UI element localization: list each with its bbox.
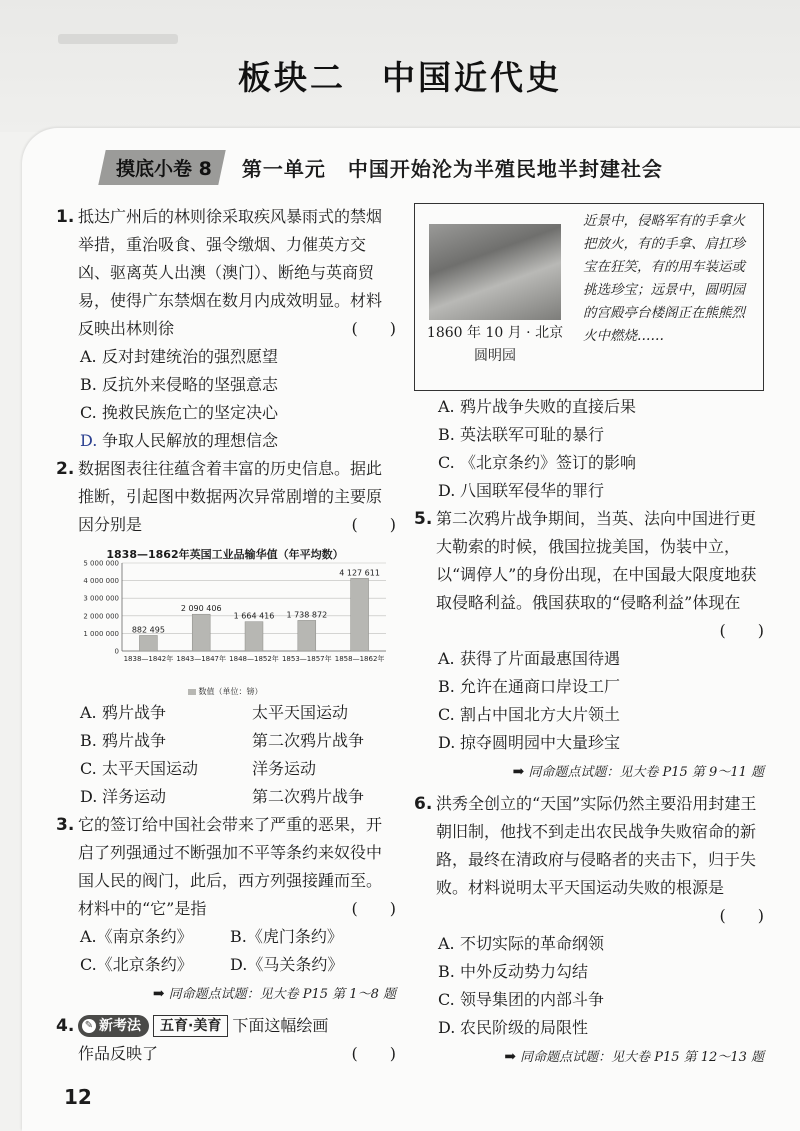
question-text: 抵达广州后的林则徐采取疾风暴雨式的禁烟举措，重治吸食、强令缴烟、力催英方交凶、驱离英人出澳（澳门）、断绝与英商贸易，使得广东禁烟在数月内成效明显。材料反映出林则徐 [78,207,383,338]
option-b[interactable]: B.《虎门条约》 [230,927,343,946]
option-row-ab [56,923,396,951]
option-c[interactable]: C. 领导集团的内部斗争 [438,990,605,1009]
option-c[interactable]: C. 太平天国运动 洋务运动 [80,759,317,778]
bar [245,622,263,651]
reference-note: ➡ 同命题点试题：见大卷 P15 第 9～11 题 [512,764,764,780]
unit-heading: 中国开始沦为半殖民地半封建社会 [347,157,663,181]
x-tick-label: 1858—1862年 [334,655,385,663]
option-a[interactable]: A.《南京条约》 [80,927,193,946]
y-tick-label: 4 000 000 [83,577,119,586]
question-number: 3. [56,815,75,835]
question-text: 数据图表往往蕴含着丰富的历史信息。据此推断，引起图中数据两次异常剧增的主要原因分别是 [78,459,383,534]
option-d[interactable]: D. 八国联军侵华的罪行 [438,481,605,500]
question-number: 6. [414,794,433,814]
painting-box [414,203,764,391]
right-column [414,203,764,1075]
bar-value-label: 4 127 611 [339,568,380,578]
option-c[interactable]: C. 《北京条约》签订的影响 [438,453,637,472]
left-column [56,203,396,1068]
bar [139,635,157,651]
option-d[interactable]: D. 争取人民解放的理想信念 [80,431,279,450]
answer-blank[interactable]: ( ) [351,1044,396,1063]
option-a[interactable]: A. 不切实际的革命纲领 [438,934,605,953]
x-tick-label: 1838—1842年 [123,655,174,663]
question-text: 它的签订给中国社会带来了严重的恶果，开启了列强通过不断强加不平等条约来奴役中国人民的阀门，此后，西方列强接踵而至。材料中的“它”是指 [78,815,383,918]
question-number: 4. [56,1016,75,1036]
question-3 [56,811,396,1006]
bar-value-label: 1 738 872 [286,610,328,620]
option-c[interactable]: C. 割占中国北方大片领土 [438,705,621,724]
section-title: 板块二 中国近代史 [238,58,562,97]
y-tick-label: 5 000 000 [83,559,119,568]
option-b[interactable]: B. 反抗外来侵略的坚强意志 [80,375,279,394]
y-tick-label: 0 [114,647,119,656]
answer-blank[interactable]: ( ) [351,319,396,338]
option-d[interactable]: D. 洋务运动 第二次鸦片战争 [80,787,365,806]
option-a[interactable]: A. 鸦片战争失败的直接后果 [438,397,637,416]
arrow-icon: ➡ [152,986,165,1002]
y-tick-label: 2 000 000 [83,612,119,621]
reference-note: ➡ 同命题点试题：见大卷 P15 第 1～8 题 [152,986,396,1002]
option-d[interactable]: D.《马关条约》 [230,955,344,974]
answer-blank[interactable]: ( ) [719,906,764,925]
painting-description: 近景中，侵略军有的手拿火把放火，有的手拿、肩扛珍宝在狂笑，有的用车装运或挑选珍宝；远景中，圆明园的宫殿亭台楼阁正在熊熊烈火中燃烧…… [583,213,745,344]
painting-image [429,224,561,320]
option-c[interactable]: C.《北京条约》 [80,955,193,974]
bar-value-label: 2 090 406 [180,604,222,614]
x-tick-label: 1848—1852年 [229,655,279,663]
y-tick-label: 3 000 000 [83,594,119,603]
question-6 [414,790,764,1069]
chart-title: 1838—1862年英国工业品输华值（年平均数） [106,548,344,561]
unit-name: 第一单元 [241,157,326,181]
option-a[interactable]: A. 鸦片战争 太平天国运动 [80,703,349,722]
question-number: 5. [414,509,433,529]
option-a[interactable]: A. 获得了片面最惠国待遇 [438,649,621,668]
option-b[interactable]: B. 英法联军可耻的暴行 [438,425,605,444]
page-number: 12 [64,1085,92,1109]
lightbulb-icon: ✎ [82,1019,96,1033]
answer-blank[interactable]: ( ) [351,899,396,918]
answer-blank[interactable]: ( ) [351,515,396,534]
legend-swatch [188,689,196,695]
x-tick-label: 1853—1857年 [281,655,332,663]
arrow-icon: ➡ [504,1049,517,1065]
quiz-badge: 摸底小卷 8 [98,150,225,185]
chart-legend: 数值（单位：镑） [60,678,390,706]
painting-caption: 1860 年 10 月 · 北京 圆明园 [426,325,564,364]
option-b[interactable]: B. 鸦片战争 第二次鸦片战争 [80,731,365,750]
unit-title [242,153,663,182]
option-row-cd [56,951,396,979]
bar-value-label: 882 495 [131,625,165,635]
chart-plot [60,555,390,677]
option-b[interactable]: B. 中外反动势力勾结 [438,962,589,981]
five-education-tag: 五育·美育 [153,1015,228,1037]
option-d[interactable]: D. 农民阶级的局限性 [438,1018,589,1037]
bleed-through-text [58,34,178,44]
option-a[interactable]: A. 反对封建统治的强烈愿望 [80,347,279,366]
bar-value-label: 1 664 416 [233,611,275,621]
bar [192,614,210,651]
question-text: 下面这幅绘画 [232,1016,329,1035]
question-2 [56,455,396,811]
question-text: 洪秀全创立的“天国”实际仍然主要沿用封建王朝旧制，他找不到走出农民战争失败宿命的新路，最终在清政府与侵略者的夹击下，归于失败。材料说明太平天国运动失败的根源是 [436,794,757,897]
question-number: 2. [56,459,75,479]
option-c[interactable]: C. 挽救民族危亡的坚定决心 [80,403,279,422]
question-text-cont: 作品反映了 [78,1044,159,1063]
unit-header [102,150,663,185]
option-d[interactable]: D. 掠夺圆明园中大量珍宝 [438,733,621,752]
question-number: 1. [56,207,75,227]
bar-chart [60,541,390,696]
question-5 [414,505,764,784]
question-4 [56,1012,396,1068]
y-tick-label: 1 000 000 [83,629,119,638]
question-1 [56,203,396,455]
bar [298,620,316,651]
bar [351,578,369,651]
reference-note: ➡ 同命题点试题：见大卷 P15 第 12～13 题 [504,1049,764,1065]
x-tick-label: 1843—1847年 [176,655,227,663]
new-method-tag: ✎ 新考法 [78,1015,149,1037]
answer-blank[interactable]: ( ) [719,621,764,640]
question-text: 第二次鸦片战争期间，当英、法向中国进行更大勒索的时候，俄国拉拢美国，伪装中立，以“调停人”的身份出现，在中国最大限度地获取侵略利益。俄国获取的“侵略利益”体现在 [436,509,757,612]
option-b[interactable]: B. 允许在通商口岸设工厂 [438,677,621,696]
arrow-icon: ➡ [512,764,525,780]
